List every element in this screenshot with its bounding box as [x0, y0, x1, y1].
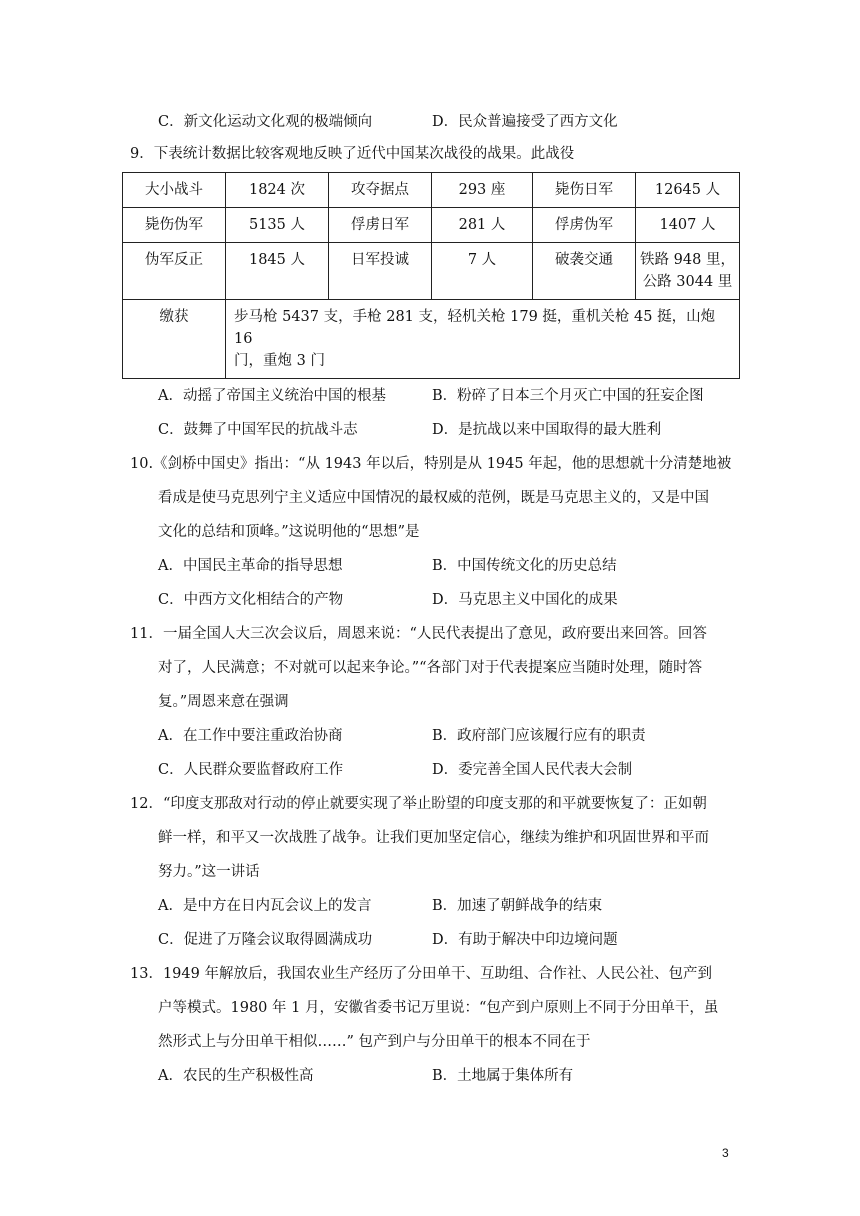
q9-battle-table: [122, 172, 740, 379]
table-cell: 攻夺据点: [329, 173, 432, 208]
table-cell: 12645 人: [636, 173, 740, 208]
page-number: 3: [722, 1146, 729, 1160]
q10-line-3: 文化的总结和顶峰。”这说明他的“思想”是: [158, 524, 420, 540]
rail-text: 铁路 948 里，: [640, 252, 735, 268]
q11-line-2: 对了，人民满意；不对就可以起来争论。”“各部门对于代表提案应当随时处理，随时答: [158, 660, 703, 676]
q11-option-a: A．在工作中要注重政治协商: [158, 728, 343, 744]
q9-option-d: D．是抗战以来中国取得的最大胜利: [432, 422, 662, 438]
q10-option-a: A．中国民主革命的指导思想: [158, 558, 343, 574]
q12-option-d: D．有助于解决中印边境问题: [432, 932, 618, 948]
table-cell: [226, 300, 740, 379]
table-cell: 日军投诚: [329, 243, 432, 300]
q13-line-2: 户等模式。1980 年 1 月，安徽省委书记万里说：“包产到户原则上不同于分田单干，虽: [158, 1000, 719, 1016]
q10-option-b: B．中国传统文化的历史总结: [432, 558, 617, 574]
q9-option-c: C．鼓舞了中国军民的抗战斗志: [158, 422, 358, 438]
table-cell: 5135 人: [226, 208, 329, 243]
table-cell: 1824 次: [226, 173, 329, 208]
table-cell: 俘虏伪军: [533, 208, 636, 243]
table-cell: 大小战斗: [123, 173, 226, 208]
q9-stem: 9．下表统计数据比较客观地反映了近代中国某次战役的战果。此战役: [130, 146, 575, 162]
q9-option-b: B．粉碎了日本三个月灭亡中国的狂妄企图: [432, 388, 704, 404]
q13-line-1: 13．1949 年解放后，我国农业生产经历了分田单干、互助组、合作社、人民公社、包产到: [130, 966, 712, 982]
q9-option-a: A．动摇了帝国主义统治中国的根基: [158, 388, 386, 404]
q12-line-1: 12．“印度支那敌对行动的停止就要实现了举止盼望的印度支那的和平就要恢复了：正如朝: [130, 796, 707, 812]
table-cell: 伪军反正: [123, 243, 226, 300]
q11-line-3: 复。”周恩来意在强调: [158, 694, 289, 710]
table-row: [123, 243, 740, 300]
table-cell: [636, 243, 740, 300]
table-cell: 俘虏日军: [329, 208, 432, 243]
table-cell: 毙伤日军: [533, 173, 636, 208]
q12-line-2: 鲜一样，和平又一次战胜了战争。让我们更加坚定信心，继续为维护和巩固世界和平而: [158, 830, 709, 846]
seized-line-1: 步马枪 5437 支，手枪 281 支，轻机关枪 179 挺，重机关枪 45 挺，山炮 16: [234, 309, 716, 347]
table-row: [123, 208, 740, 243]
q12-line-3: 努力。”这一讲话: [158, 864, 260, 880]
table-cell: 1845 人: [226, 243, 329, 300]
table-cell: 毙伤伪军: [123, 208, 226, 243]
q13-line-3: 然形式上与分田单干相似……” 包产到户与分田单干的根本不同在于: [158, 1034, 591, 1050]
q10-line-1: 10.《剑桥中国史》指出：“从 1943 年以后，特别是从 1945 年起，他的思想就十分清楚地被: [130, 456, 732, 472]
table-row: [123, 173, 740, 208]
table-cell: 281 人: [432, 208, 533, 243]
q8-option-c: C．新文化运动文化观的极端倾向: [158, 114, 373, 130]
q13-option-b: B．土地属于集体所有: [432, 1068, 574, 1084]
q11-option-d: D．委完善全国人民代表大会制: [432, 762, 633, 778]
q10-option-d: D．马克思主义中国化的成果: [432, 592, 618, 608]
road-text: 公路 3044 里: [642, 274, 733, 290]
q13-option-a: A．农民的生产积极性高: [158, 1068, 314, 1084]
q12-option-c: C．促进了万隆会议取得圆满成功: [158, 932, 373, 948]
q8-option-d: D．民众普遍接受了西方文化: [432, 114, 618, 130]
q11-line-1: 11．一届全国人大三次会议后，周恩来说：“人民代表提出了意见，政府要出来回答。回答: [130, 626, 707, 642]
q12-option-b: B．加速了朝鲜战争的结束: [432, 898, 603, 914]
q12-option-a: A．是中方在日内瓦会议上的发言: [158, 898, 372, 914]
q11-option-b: B．政府部门应该履行应有的职责: [432, 728, 646, 744]
table-row: [123, 300, 740, 379]
table-cell: 293 座: [432, 173, 533, 208]
table-cell: 缴获: [123, 300, 226, 379]
table-cell: 1407 人: [636, 208, 740, 243]
q10-line-2: 看成是使马克思列宁主义适应中国情况的最权威的范例，既是马克思主义的，又是中国: [158, 490, 709, 506]
q10-option-c: C．中西方文化相结合的产物: [158, 592, 344, 608]
table-cell: 7 人: [432, 243, 533, 300]
table-cell: 破袭交通: [533, 243, 636, 300]
q11-option-c: C．人民群众要监督政府工作: [158, 762, 344, 778]
seized-line-2: 门，重炮 3 门: [234, 353, 325, 369]
